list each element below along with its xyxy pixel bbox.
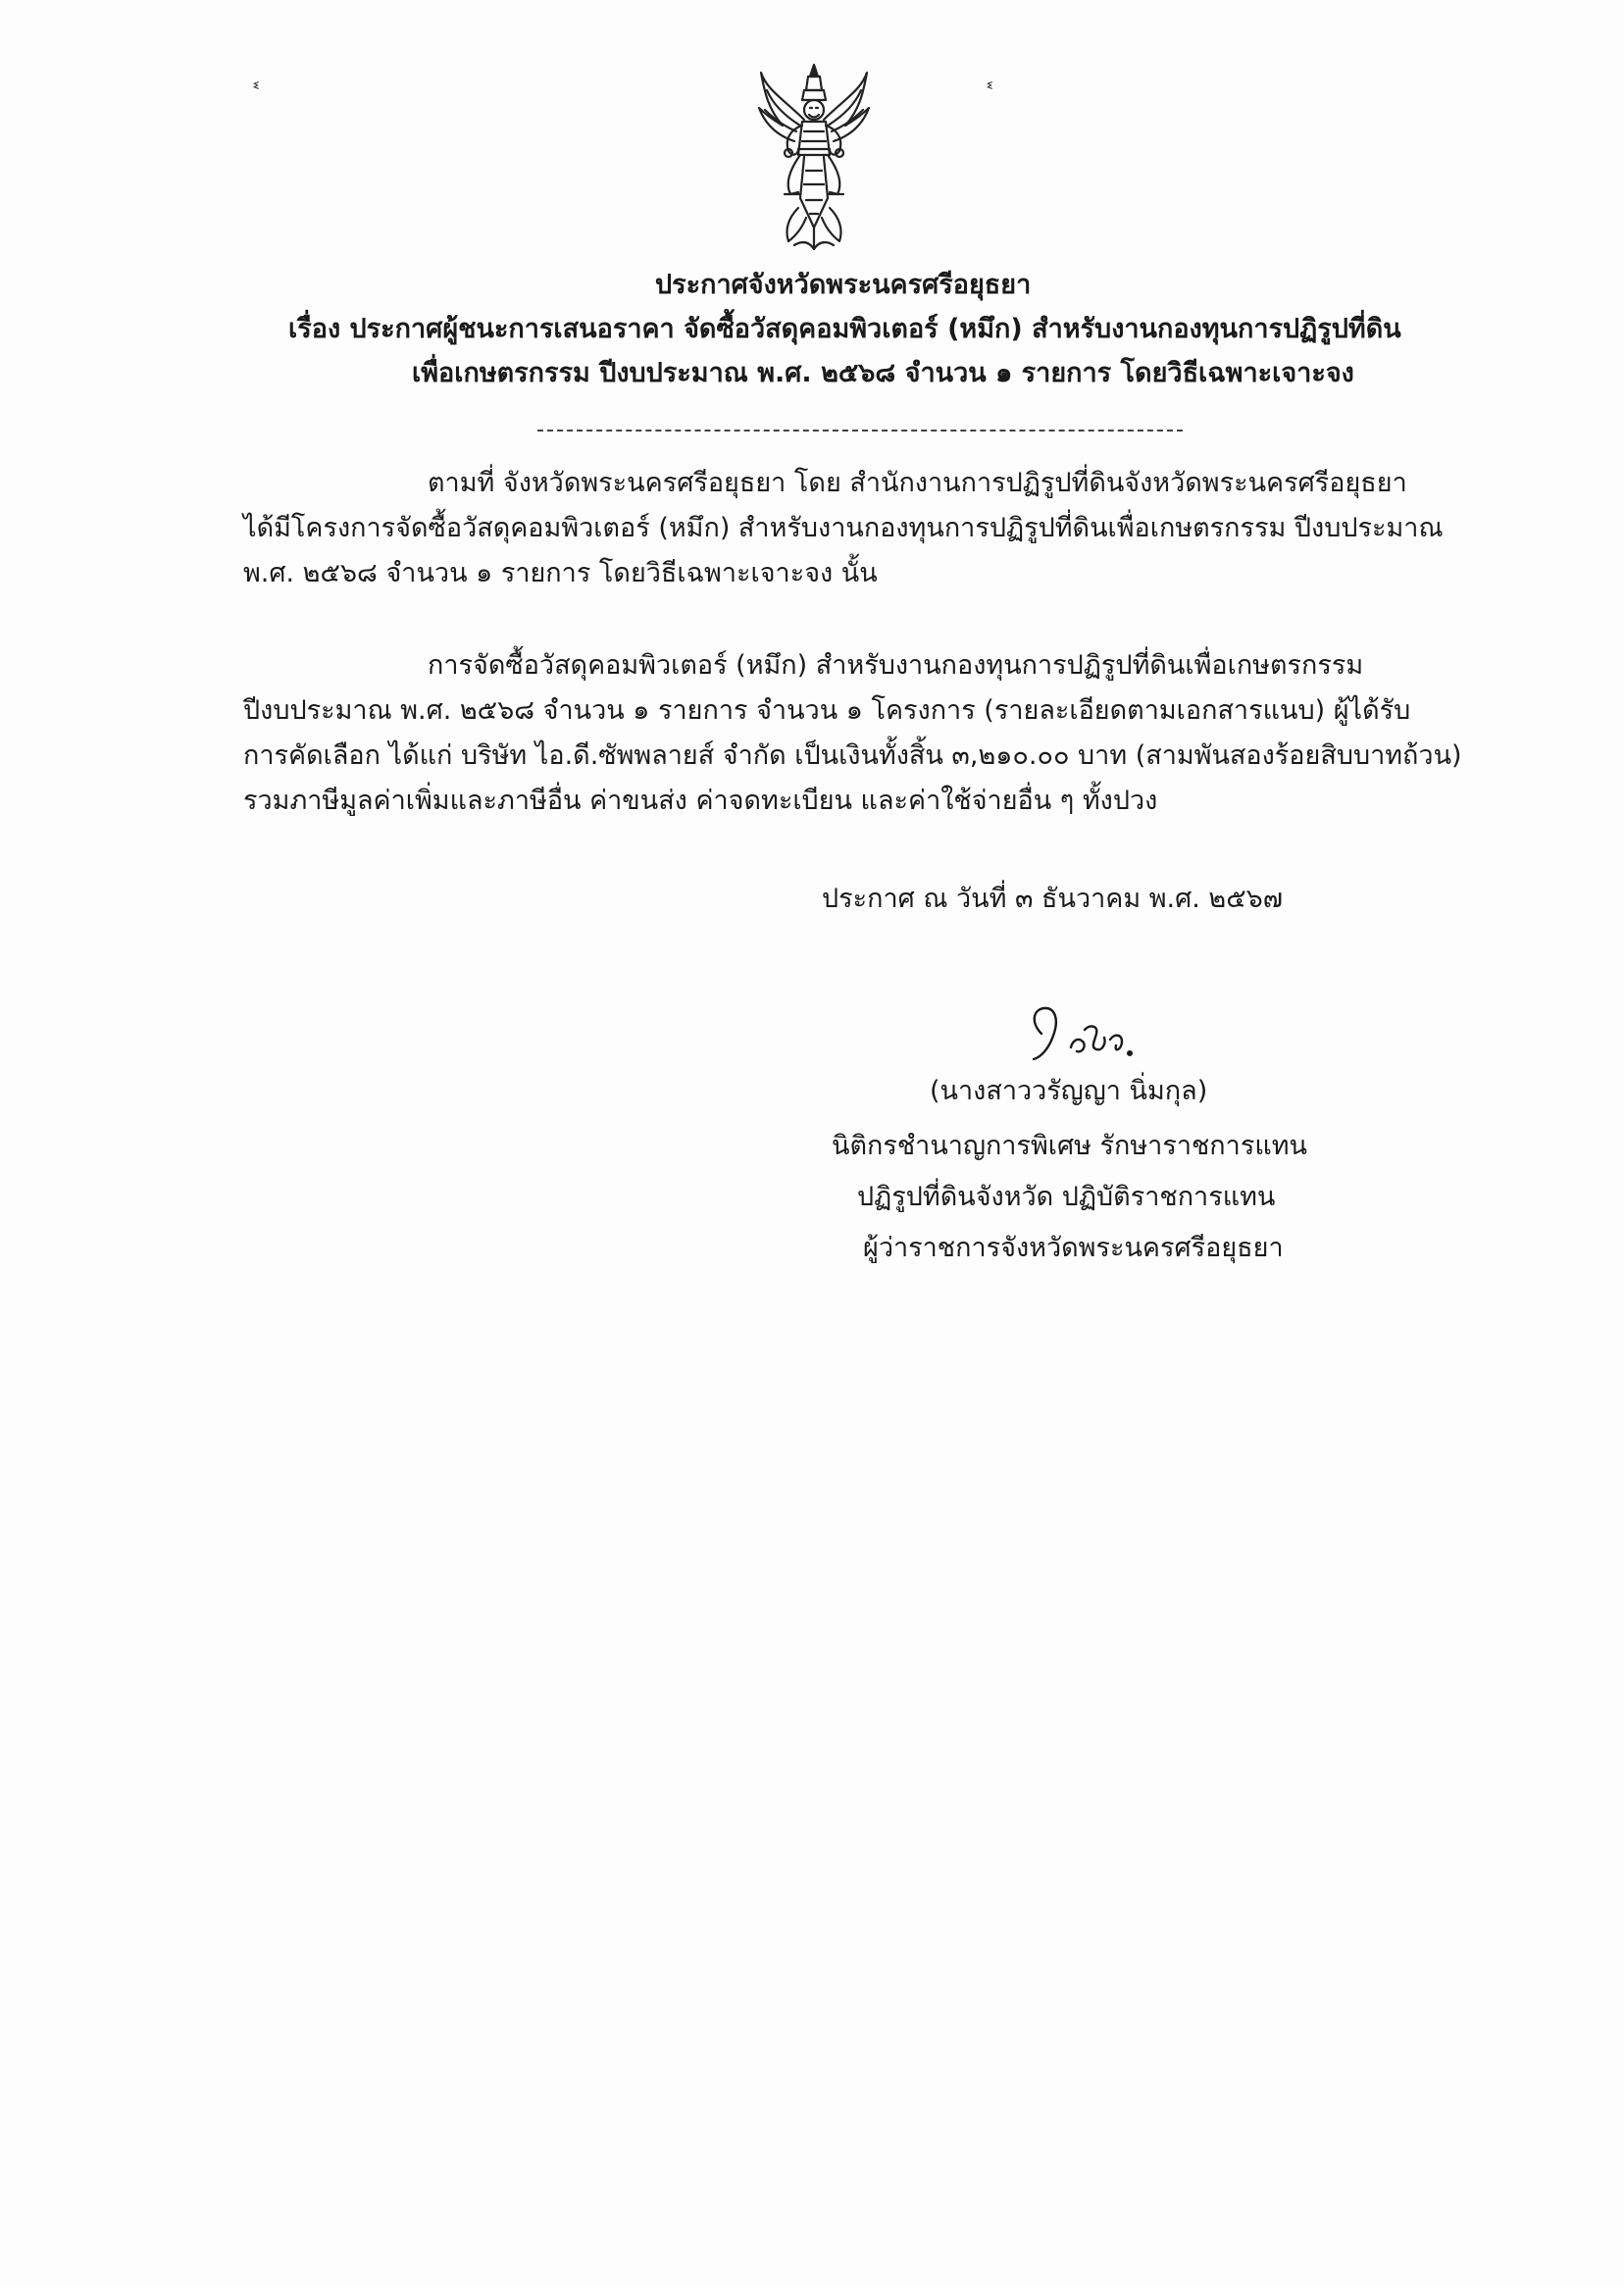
signer-position-2: ปฏิรูปที่ดินจังหวัด ปฏิบัติราชการแทน (857, 1182, 1276, 1212)
signer-name: (นางสาววรัญญา นิ่มกุล) (930, 1076, 1208, 1106)
handwritten-signature-icon (1020, 1000, 1167, 1069)
paragraph-2-line-1: การจัดซื้อวัสดุคอมพิวเตอร์ (หมึก) สำหรับงานกองทุนการปฏิรูปที่ดินเพื่อเกษตรกรรม (428, 650, 1364, 681)
corner-mark-right: ᓫ (987, 78, 992, 103)
title-line-1: ประกาศจังหวัดพระนครศรีอยุธยา (655, 270, 1032, 300)
garuda-emblem-icon (755, 61, 873, 253)
title-line-3: เพื่อเกษตรกรรม ปีงบประมาณ พ.ศ. ๒๕๖๘ จำนวน ๑ รายการ โดยวิธีเฉพาะเจาะจง (412, 358, 1354, 388)
dashed-divider (537, 430, 1183, 432)
paragraph-1-line-2: ได้มีโครงการจัดซื้อวัสดุคอมพิวเตอร์ (หมึก) สำหรับงานกองทุนการปฏิรูปที่ดินเพื่อเกษตรกรรม ปีงบประมาณ (243, 513, 1444, 543)
paragraph-1-line-3: พ.ศ. ๒๕๖๘ จำนวน ๑ รายการ โดยวิธีเฉพาะเจาะจง นั้น (243, 558, 878, 588)
paragraph-2-line-4: รวมภาษีมูลค่าเพิ่มและภาษีอื่น ค่าขนส่ง ค่าจดทะเบียน และค่าใช้จ่ายอื่น ๆ ทั้งปวง (243, 786, 1158, 816)
paragraph-1-line-1: ตามที่ จังหวัดพระนครศรีอยุธยา โดย สำนักงานการปฏิรูปที่ดินจังหวัดพระนครศรีอยุธยา (428, 468, 1407, 498)
signer-position-3: ผู้ว่าราชการจังหวัดพระนครศรีอยุธยา (863, 1233, 1284, 1263)
title-line-2: เรื่อง ประกาศผู้ชนะการเสนอราคา จัดซื้อวัสดุคอมพิวเตอร์ (หมึก) สำหรับงานกองทุนการปฏิรูปที่ดิน (288, 314, 1401, 344)
signer-position-1: นิติกรชำนาญการพิเศษ รักษาราชการแทน (832, 1131, 1307, 1161)
corner-mark-left: ᓫ (253, 78, 259, 103)
paragraph-2-line-2: ปีงบประมาณ พ.ศ. ๒๕๖๘ จำนวน ๑ รายการ จำนวน ๑ โครงการ (รายละเอียดตามเอกสารแนบ) ผู้ได้รับ (243, 695, 1411, 726)
announcement-date: ประกาศ ณ วันที่ ๓ ธันวาคม พ.ศ. ๒๕๖๗ (822, 884, 1284, 914)
paragraph-2-line-3: การคัดเลือก ได้แก่ บริษัท ไอ.ดี.ซัพพลายส์ จำกัด เป็นเงินทั้งสิ้น ๓,๒๑๐.๐๐ บาท (สามพันสองร้อยสิบบาทถ้วน) (243, 740, 1462, 771)
